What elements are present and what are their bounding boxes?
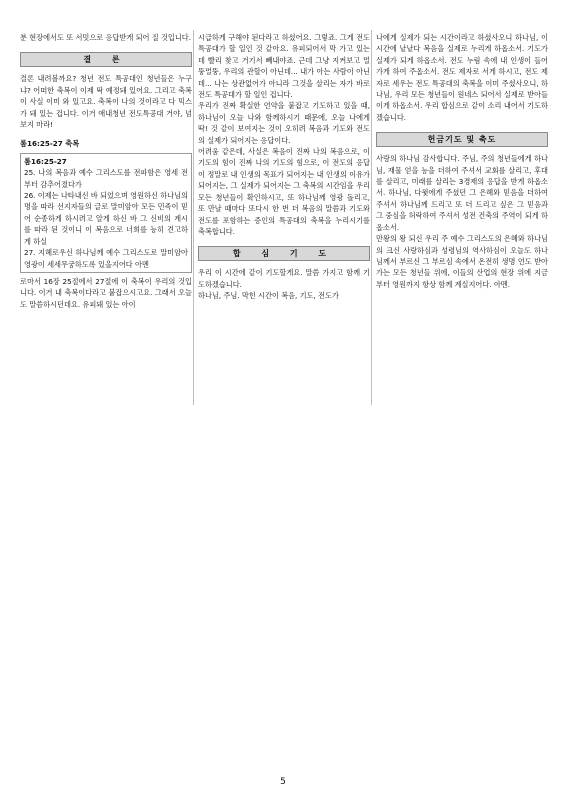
- middle-paragraph-1: 시급하게 구해야 된다라고 하셨어요. 그렇죠. 그게 전도 특공대가 할 일인 것 같아요. 유피되어서 막 가고 있는데 빨리 찾고 거기서 빼내야죠. 근데 그냥 지켜보고 멀뚱멀뚱, 우리의 관할이 아닌데... 내가 아는 사람이 아닌데... 나는 상관없어가 아니라 그것을 살리는 자가 바로 전도 특공대가 할 일인 겁니다.: [198, 33, 370, 100]
- right-paragraph-1: 나에게 실제가 되는 시간이라고 하셨사오니 하나님, 이 시간에 낱낱다 복음을 실제로 누리게 하옵소서. 기도가 실제가 되게 하옵소서. 전도 누림 속에 내 인생이 들어가게 하여 주옵소서. 전도 제자로 서게 하시고, 전도 제자로 세우는 전도 특공대의 축복을 이미 주셨사오니, 하나님, 우리 모든 청년들이 원네스 되어서 실제로 받아들이게 하옵소서. 우리 합심으로 같이 소리 내어서 기도하겠습니다.: [376, 33, 548, 122]
- verse-27: 27. 지혜로우신 하나님께 예수 그리스도로 말미암아 영광이 세세무궁하도록 있을지어다 아멘: [24, 248, 188, 269]
- conclusion-paragraph: 결론 내려볼까요? 청년 전도 특공대인 청년들은 누구냐? 어떠한 축복이 이제 딱 예정돼 있어요. 그리고 축복이 사실 이미 와 있고요. 축복이 나의 것이라고 다 믹스가 돼 있는 겁니다. 이거 애내청년 전도특공대 거야, 넘보지 마라!: [20, 74, 192, 130]
- prayer-paragraph: 우리 이 시간에 같이 기도할게요. 말씀 가지고 함께 기도하겠습니다.: [198, 268, 370, 289]
- offering-prayer-paragraph: 사랑의 하나님 감사합니다. 주님, 주의 청년들에게 하나님, 재물 얻을 능을 더하여 주셔서 교회를 살리고, 후대를 살리고, 미래를 살리는 3경제의 응답을 받게 하옵소서. 하나님, 다윗에게 주셨던 그 은혜와 믿음을 더하여 주셔서 하나님께 드리고 또 더 드리고 싶은 그 믿음과 그 중심을 허락하여 주셔서 성전 건축의 주역이 되게 하옵소서.: [376, 154, 548, 232]
- prayer-heading: 합 심 기 도: [198, 246, 370, 261]
- middle-paragraph-2: 우리가 진짜 확실한 언약을 붙잡고 기도하고 있을 때, 하나님이 오늘 나와 함께하시기 때문에, 오늘 나에게 딱! 것 같이 보여지는 것이 오히려 복음과 기도와 전도의 실제가 되어지는 응답이다.: [198, 101, 370, 145]
- column-divider: [371, 30, 372, 405]
- left-column: [20, 32, 192, 310]
- benediction-paragraph: 만왕의 왕 되신 우리 주 예수 그리스도의 은혜와 하나님의 크신 사랑하심과 성령님의 역사하심이 오늘도 하나님께서 부르신 그 부르심 속에서 온전히 생명 언도 받아가는 모든 청년들 위에, 이들의 산업의 현장 위에 지금부터 영원까지 항상 함께 계실지어다. 아멘.: [376, 234, 548, 289]
- intro-paragraph: 분 현장에서도 또 서밋으로 응답받게 되어 질 것입니다.: [20, 33, 192, 42]
- scripture-heading: 롬16:25-27 축복: [20, 139, 80, 149]
- verse-25: 25. 나의 복음과 예수 그리스도를 전파함은 영세 전부터 감추어졌다가: [24, 168, 188, 189]
- scripture-reference: 롬16:25-27: [24, 156, 67, 166]
- verse-26: 26. 이제는 나타내신 바 되었으며 영원하신 하나님의 명을 따라 선지자들의 글로 말미암아 모든 민족이 믿어 순종하게 하시려고 알게 하신 바 그 신비의 계시를 따라 된 것이니 이 복음으로 너희를 능히 견고하게 하실: [24, 191, 189, 246]
- after-scripture-paragraph: 로마서 16장 25절에서 27절에 이 축복이 우리의 것입니다. 이거 내 축복이다라고 붙잡으시고요. 그래서 오늘도 말씀하시던데요. 유피돼 있는 아이: [20, 276, 192, 309]
- middle-paragraph-3: 어려움 같은데, 사실은 복음이 진짜 나의 복음으로, 이 기도의 힘이 진짜 나의 기도의 힘으로, 이 전도의 응답이 정말로 내 인생의 목표가 되어지는 내 인생의 이유가 되어지는, 그 실제가 되어지는 그 축복의 시간임을 우리 모든 청년들이 확인하시고, 또 하나님께 영광 돌리고, 또 만날 때마다 또다시 한 번 더 복음의 말씀과 기도와 전도를 포함하는 증인의 특공대의 축복을 누리시기를 축복합니다.: [198, 147, 370, 236]
- offering-prayer-heading: 헌금기도 및 축도: [376, 132, 548, 147]
- prayer-paragraph-2: 하나님, 주님. 막힌 시간이 복음, 기도, 전도가: [198, 291, 339, 301]
- scripture-box: [20, 153, 192, 273]
- right-column: [376, 32, 548, 290]
- middle-column: [198, 32, 370, 302]
- conclusion-heading: 결 론: [20, 52, 192, 67]
- column-divider: [193, 30, 194, 405]
- page-number: 5: [280, 777, 286, 787]
